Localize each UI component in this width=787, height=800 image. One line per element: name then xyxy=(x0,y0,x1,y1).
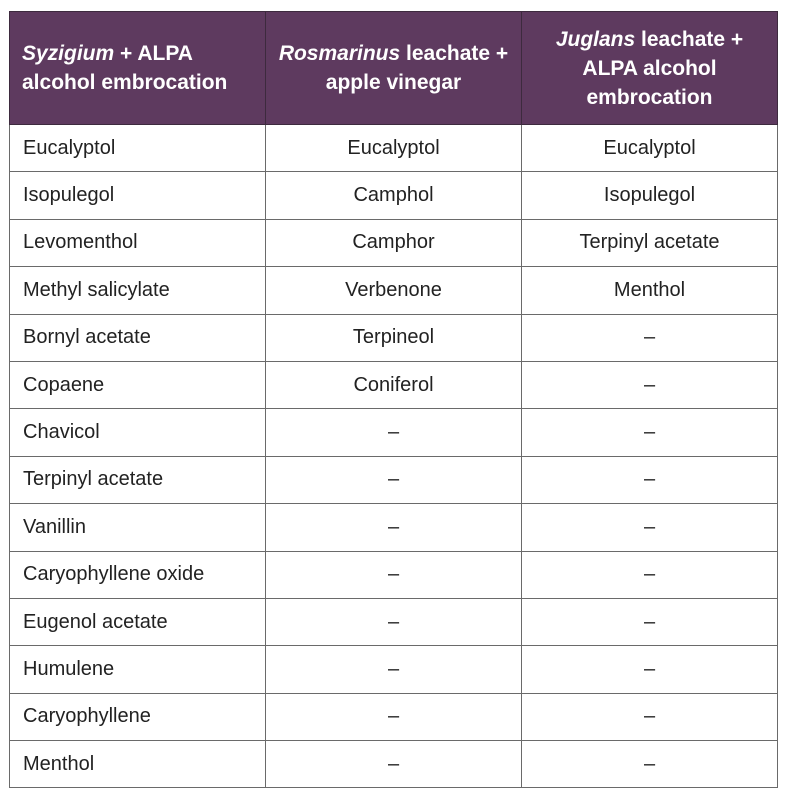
table-cell: – xyxy=(522,693,778,740)
table-row xyxy=(10,646,778,693)
column-header-text: leachate + ALPA alcohol embrocation xyxy=(582,27,744,109)
column-header-text: + ALPA alcohol embrocation xyxy=(22,42,228,94)
table-cell: Methyl salicylate xyxy=(10,267,266,314)
header-row xyxy=(10,12,778,125)
table-cell: Eucalyptol xyxy=(10,125,266,172)
column-header-juglans xyxy=(522,12,778,125)
table-cell: Coniferol xyxy=(266,361,522,408)
table-row xyxy=(10,741,778,788)
table-cell: – xyxy=(522,504,778,551)
column-header-italic: Rosmarinus xyxy=(278,42,401,65)
table-cell: – xyxy=(522,409,778,456)
column-header-italic: Juglans xyxy=(555,27,636,51)
table-row xyxy=(10,598,778,645)
table-cell: Camphol xyxy=(266,172,522,219)
table-row xyxy=(10,361,778,408)
table-cell: Copaene xyxy=(10,361,266,408)
table-cell: Eugenol acetate xyxy=(10,598,266,645)
table-row xyxy=(10,172,778,219)
table-cell: Humulene xyxy=(10,646,266,693)
table-cell: – xyxy=(522,361,778,408)
table-cell: – xyxy=(522,741,778,788)
table-cell: – xyxy=(266,504,522,551)
table-cell: Caryophyllene xyxy=(10,693,266,740)
table-cell: – xyxy=(522,598,778,645)
table-cell: Verbenone xyxy=(266,267,522,314)
table-cell: Terpineol xyxy=(266,314,522,361)
table-cell: Eucalyptol xyxy=(522,125,778,172)
table-row xyxy=(10,409,778,456)
table-cell: – xyxy=(266,741,522,788)
table-row xyxy=(10,267,778,314)
table-row xyxy=(10,314,778,361)
table-cell: Chavicol xyxy=(10,409,266,456)
table-row xyxy=(10,125,778,172)
table-row xyxy=(10,219,778,266)
table-cell: Terpinyl acetate xyxy=(10,456,266,503)
table-cell: – xyxy=(266,646,522,693)
table-cell: Menthol xyxy=(10,741,266,788)
compounds-table xyxy=(9,11,778,788)
table-cell: Vanillin xyxy=(10,504,266,551)
table-cell: – xyxy=(522,456,778,503)
table-row xyxy=(10,693,778,740)
table-cell: Caryophyllene oxide xyxy=(10,551,266,598)
column-header-syzigium xyxy=(10,12,266,125)
table-cell: – xyxy=(522,551,778,598)
table-cell: – xyxy=(522,314,778,361)
table-cell: Isopulegol xyxy=(10,172,266,219)
compounds-table-container xyxy=(9,11,777,788)
table-cell: – xyxy=(266,456,522,503)
table-cell: Isopulegol xyxy=(522,172,778,219)
table-cell: Bornyl acetate xyxy=(10,314,266,361)
table-cell: – xyxy=(266,409,522,456)
table-cell: – xyxy=(266,551,522,598)
table-cell: Terpinyl acetate xyxy=(522,219,778,266)
table-row xyxy=(10,456,778,503)
column-header-text: leachate + apple vinegar xyxy=(325,42,509,94)
table-cell: Menthol xyxy=(522,267,778,314)
table-row xyxy=(10,504,778,551)
table-cell: Camphor xyxy=(266,219,522,266)
table-cell: Levomenthol xyxy=(10,219,266,266)
table-cell: – xyxy=(522,646,778,693)
table-row xyxy=(10,551,778,598)
table-header xyxy=(10,12,778,125)
table-cell: – xyxy=(266,693,522,740)
table-body xyxy=(10,125,778,788)
column-header-italic: Syzigium xyxy=(22,42,115,65)
table-cell: Eucalyptol xyxy=(266,125,522,172)
column-header-rosmarinus xyxy=(266,12,522,125)
table-cell: – xyxy=(266,598,522,645)
